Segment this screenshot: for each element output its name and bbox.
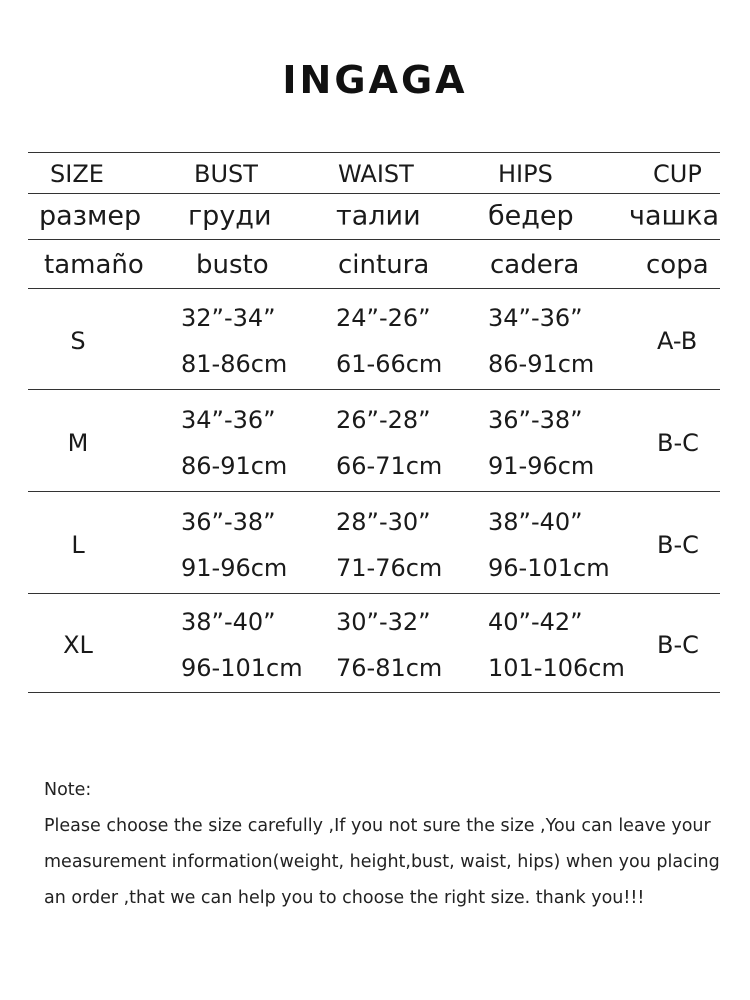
table-rule-row-s bbox=[28, 389, 720, 390]
cup-xl: B-C bbox=[657, 631, 699, 659]
table-rule-header1 bbox=[28, 193, 720, 194]
brand-logo: INGAGA bbox=[282, 58, 468, 102]
waist-cm-xl: 76-81cm bbox=[336, 654, 443, 682]
size-label-xl: XL bbox=[63, 631, 93, 659]
waist-cm-m: 66-71cm bbox=[336, 452, 443, 480]
header-ru-bust: груди bbox=[188, 200, 272, 232]
hips-cm-l: 96-101cm bbox=[488, 554, 610, 582]
hips-inches-s: 34”-36” bbox=[488, 304, 583, 332]
waist-inches-l: 28”-30” bbox=[336, 508, 431, 536]
hips-cm-s: 86-91cm bbox=[488, 350, 595, 378]
header-ru-waist: талии bbox=[336, 200, 421, 232]
header-en-cup: CUP bbox=[653, 160, 702, 188]
header-es-cup: copa bbox=[646, 250, 709, 280]
cup-s: A-B bbox=[657, 327, 698, 355]
header-en-hips: HIPS bbox=[498, 160, 553, 188]
table-rule-header2 bbox=[28, 239, 720, 240]
size-label-m: M bbox=[67, 429, 89, 457]
header-en-size: SIZE bbox=[50, 160, 104, 188]
bust-inches-s: 32”-34” bbox=[181, 304, 276, 332]
table-rule-row-m bbox=[28, 491, 720, 492]
waist-cm-l: 71-76cm bbox=[336, 554, 443, 582]
note-line-2: measurement information(weight, height,bust, waist, hips) when you placing bbox=[44, 852, 720, 872]
bust-inches-l: 36”-38” bbox=[181, 508, 276, 536]
waist-inches-xl: 30”-32” bbox=[336, 608, 431, 636]
size-label-s: S bbox=[70, 327, 86, 355]
header-es-size: tamaño bbox=[44, 250, 144, 280]
table-rule-row-l bbox=[28, 593, 720, 594]
note-section bbox=[44, 772, 734, 916]
table-rule-bottom bbox=[28, 692, 720, 693]
header-ru-size: размер bbox=[39, 200, 142, 232]
note-label: Note: bbox=[44, 780, 92, 800]
header-ru-hips: бедер bbox=[488, 200, 574, 232]
size-label-l: L bbox=[71, 531, 85, 559]
bust-inches-m: 34”-36” bbox=[181, 406, 276, 434]
table-rule-header3 bbox=[28, 288, 720, 289]
header-en-waist: WAIST bbox=[338, 160, 414, 188]
header-es-waist: cintura bbox=[338, 250, 430, 280]
waist-inches-m: 26”-28” bbox=[336, 406, 431, 434]
header-es-hips: cadera bbox=[490, 250, 580, 280]
note-line-3: an order ,that we can help you to choose the right size. thank you!!! bbox=[44, 888, 645, 908]
bust-cm-xl: 96-101cm bbox=[181, 654, 303, 682]
header-ru-cup: чашка bbox=[629, 200, 720, 232]
cup-l: B-C bbox=[657, 531, 699, 559]
bust-cm-s: 81-86cm bbox=[181, 350, 288, 378]
bust-cm-m: 86-91cm bbox=[181, 452, 288, 480]
hips-inches-m: 36”-38” bbox=[488, 406, 583, 434]
bust-inches-xl: 38”-40” bbox=[181, 608, 276, 636]
hips-inches-xl: 40”-42” bbox=[488, 608, 583, 636]
hips-cm-m: 91-96cm bbox=[488, 452, 595, 480]
hips-cm-xl: 101-106cm bbox=[488, 654, 625, 682]
waist-cm-s: 61-66cm bbox=[336, 350, 443, 378]
waist-inches-s: 24”-26” bbox=[336, 304, 431, 332]
header-en-bust: BUST bbox=[194, 160, 258, 188]
header-es-bust: busto bbox=[196, 250, 269, 280]
table-rule-top bbox=[28, 152, 720, 153]
cup-m: B-C bbox=[657, 429, 699, 457]
bust-cm-l: 91-96cm bbox=[181, 554, 288, 582]
note-line-1: Please choose the size carefully ,If you not sure the size ,You can leave your bbox=[44, 816, 711, 836]
hips-inches-l: 38”-40” bbox=[488, 508, 583, 536]
